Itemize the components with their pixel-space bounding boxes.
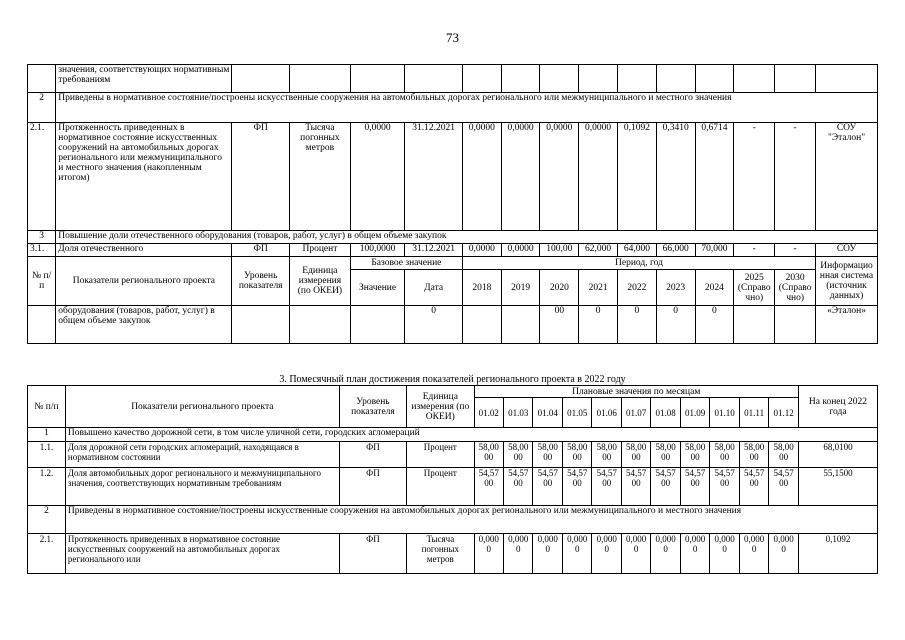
value-2020: 0,0000 xyxy=(540,123,579,231)
month-header: 01.10 xyxy=(710,398,739,428)
month-header: 01.04 xyxy=(533,398,562,428)
row-name: значения, соответствующих нормативным требованиям xyxy=(56,65,232,93)
month-value: 0,0000 xyxy=(474,534,503,574)
header-plan: Плановые значения по месяцам xyxy=(474,386,798,398)
unit-cell: Процент xyxy=(407,442,474,468)
month-value: 54,5700 xyxy=(769,468,799,506)
table-row xyxy=(28,123,878,231)
header-info: Информационная система (источник данных) xyxy=(816,257,878,306)
month-value: 58,0000 xyxy=(533,442,562,468)
month-value: 54,5700 xyxy=(680,468,709,506)
value-2023: 66,000 xyxy=(656,244,695,257)
section-number: 2 xyxy=(28,506,66,534)
month-value: 58,0000 xyxy=(710,442,739,468)
table-row xyxy=(28,468,878,506)
row-name: Доля дорожной сети городских агломераций, находящаяся в нормативном состоянии xyxy=(65,442,339,468)
value-2021: 0,0000 xyxy=(579,123,618,231)
month-header: 01.09 xyxy=(680,398,709,428)
value-2022: 0 xyxy=(618,306,657,344)
month-value: 54,5700 xyxy=(474,468,503,506)
level-cell: ФП xyxy=(339,534,406,574)
month-header: 01.07 xyxy=(621,398,650,428)
header-2020: 2020 xyxy=(540,270,579,306)
month-value: 58,0000 xyxy=(680,442,709,468)
month-value: 58,0000 xyxy=(651,442,680,468)
header-unit: Единица измерения (по ОКЕИ) xyxy=(407,386,474,428)
section-title: Приведены в нормативное состояние/построены искусственные сооружения на автомобильных дорогах регионального или межмуниципального и местного значения xyxy=(65,506,877,534)
month-value: 54,5700 xyxy=(592,468,621,506)
month-header: 01.05 xyxy=(562,398,591,428)
header-level: Уровень показателя xyxy=(339,386,406,428)
value-2022: 0,1092 xyxy=(618,123,657,231)
month-value: 0,0000 xyxy=(592,534,621,574)
header-base-value: Значение xyxy=(350,270,405,306)
value-2024: 70,000 xyxy=(695,244,734,257)
header-base-date: Дата xyxy=(405,270,463,306)
month-value: 0,0000 xyxy=(651,534,680,574)
base-value-cell: 100,0000 xyxy=(350,244,405,257)
value-2022: 64,000 xyxy=(618,244,657,257)
unit-cell: Тысяча погонных метров xyxy=(407,534,474,574)
header-2022: 2022 xyxy=(618,270,657,306)
unit-cell: Тысяча погонных метров xyxy=(290,123,351,231)
header-row xyxy=(28,386,878,398)
month-value: 0,0000 xyxy=(533,534,562,574)
value-2018: 0,0000 xyxy=(462,123,501,231)
month-header: 01.03 xyxy=(504,398,533,428)
table-row xyxy=(28,65,878,93)
end-value: 55,1500 xyxy=(798,468,877,506)
value-2030: - xyxy=(775,244,816,257)
month-header: 01.06 xyxy=(592,398,621,428)
level-cell: ФП xyxy=(232,123,290,231)
section-title: Приведены в нормативное состояние/построены искусственные сооружения на автомобильных дорогах регионального или межмуниципального и местного значения xyxy=(56,93,878,123)
month-value: 54,5700 xyxy=(562,468,591,506)
header-base-group: Базовое значение xyxy=(350,257,462,270)
value-2030: - xyxy=(775,123,816,231)
value-2023: 0 xyxy=(656,306,695,344)
header-2023: 2023 xyxy=(656,270,695,306)
month-value: 54,5700 xyxy=(710,468,739,506)
value-2020: 100,00 xyxy=(540,244,579,257)
info-source-cell: СОУ "Эталон" xyxy=(816,123,878,231)
section-row xyxy=(28,506,878,534)
section-row xyxy=(28,93,878,123)
row-number: 2.1. xyxy=(28,534,66,574)
header-2024: 2024 xyxy=(695,270,734,306)
value-2025: - xyxy=(734,123,775,231)
row-name: оборудования (товаров, работ, услуг) в общем объеме закупок xyxy=(56,306,232,344)
unit-cell: Процент xyxy=(407,468,474,506)
row-number: 3.1. xyxy=(28,244,56,257)
month-header: 01.12 xyxy=(769,398,799,428)
month-header: 01.02 xyxy=(474,398,503,428)
section-title: Повышено качество дорожной сети, в том числе уличной сети, городских агломераций xyxy=(65,428,877,442)
header-num: № п/п xyxy=(28,257,56,306)
row-name: Доля автомобильных дорог регионального и межмуниципального значения, соответствующих нормативным требованиям xyxy=(65,468,339,506)
row-name: Протяженность приведенных в нормативное состояние искусственных сооружений на автомобильных дорогах регионального или xyxy=(65,534,339,574)
month-value: 54,5700 xyxy=(621,468,650,506)
value-2021: 0 xyxy=(579,306,618,344)
header-end: На конец 2022 года xyxy=(798,386,877,428)
base-value-cell: 0,0000 xyxy=(350,123,405,231)
row-name: Доля отечественного xyxy=(56,244,232,257)
header-2019: 2019 xyxy=(501,270,540,306)
month-value: 54,5700 xyxy=(651,468,680,506)
value-2020: 00 xyxy=(540,306,579,344)
monthly-plan-title: 3. Помесячный план достижения показателей регионального проекта в 2022 году xyxy=(279,374,626,385)
table-row xyxy=(28,306,878,344)
header-period: Период, год xyxy=(462,257,815,270)
header-2025: 2025 (Справочно) xyxy=(734,270,775,306)
section-title: Повышение доли отечественного оборудования (товаров, работ, услуг) в общем объеме закупок xyxy=(56,231,878,244)
table-row xyxy=(28,534,878,574)
row-number: 1.2. xyxy=(28,468,66,506)
info-source-cell: «Эталон» xyxy=(816,306,878,344)
header-name: Показатели регионального проекта xyxy=(56,257,232,306)
month-value: 0,0000 xyxy=(710,534,739,574)
header-level: Уровень показателя xyxy=(232,257,290,306)
month-value: 58,0000 xyxy=(504,442,533,468)
monthly-plan-table xyxy=(27,385,878,574)
month-value: 58,0000 xyxy=(739,442,768,468)
level-cell: ФП xyxy=(232,244,290,257)
row-number: 1.1. xyxy=(28,442,66,468)
table-row xyxy=(28,442,878,468)
indicators-table xyxy=(27,64,878,344)
end-value: 0,1092 xyxy=(798,534,877,574)
value-2019: 0,0000 xyxy=(501,123,540,231)
end-value: 68,0100 xyxy=(798,442,877,468)
value-2023: 0,3410 xyxy=(656,123,695,231)
month-header: 01.08 xyxy=(651,398,680,428)
month-value: 0,0000 xyxy=(739,534,768,574)
header-2021: 2021 xyxy=(579,270,618,306)
level-cell: ФП xyxy=(339,442,406,468)
month-value: 0,0000 xyxy=(504,534,533,574)
table-row xyxy=(28,244,878,257)
section-number: 2 xyxy=(28,93,56,123)
level-cell: ФП xyxy=(339,468,406,506)
header-2030: 2030 (Справочно) xyxy=(775,270,816,306)
base-date-cell: 31.12.2021 xyxy=(405,244,463,257)
month-value: 58,0000 xyxy=(621,442,650,468)
header-num: № п/п xyxy=(28,386,66,428)
value-2024: 0,6714 xyxy=(695,123,734,231)
month-value: 58,0000 xyxy=(474,442,503,468)
section-number: 1 xyxy=(28,428,66,442)
header-name: Показатели регионального проекта xyxy=(65,386,339,428)
month-value: 54,5700 xyxy=(504,468,533,506)
value-2024: 0 xyxy=(695,306,734,344)
info-source-cell: СОУ xyxy=(816,244,878,257)
row-name: Протяженность приведенных в нормативное состояние искусственных сооружений на автомобильных дорогах регионального или межмуниципального и местного значения (накопленным итогом) xyxy=(56,123,232,231)
section-number: 3 xyxy=(28,231,56,244)
month-value: 54,5700 xyxy=(533,468,562,506)
month-value: 0,0000 xyxy=(621,534,650,574)
unit-cell: Процент xyxy=(290,244,351,257)
section-row xyxy=(28,428,878,442)
row-number: 2.1. xyxy=(28,123,56,231)
base-date-cell: 0 xyxy=(405,306,463,344)
month-header: 01.11 xyxy=(739,398,768,428)
value-2019: 0,0000 xyxy=(501,244,540,257)
header-row xyxy=(28,257,878,270)
header-unit: Единица измерения (по ОКЕИ) xyxy=(290,257,351,306)
month-value: 58,0000 xyxy=(769,442,799,468)
base-date-cell: 31.12.2021 xyxy=(405,123,463,231)
month-value: 54,5700 xyxy=(739,468,768,506)
value-2021: 62,000 xyxy=(579,244,618,257)
month-value: 0,0000 xyxy=(680,534,709,574)
month-value: 0,0000 xyxy=(769,534,799,574)
value-2018: 0,0000 xyxy=(462,244,501,257)
month-value: 58,0000 xyxy=(592,442,621,468)
header-2018: 2018 xyxy=(462,270,501,306)
page-number: 73 xyxy=(446,30,459,45)
month-value: 0,0000 xyxy=(562,534,591,574)
value-2025: - xyxy=(734,244,775,257)
section-row xyxy=(28,231,878,244)
month-value: 58,0000 xyxy=(562,442,591,468)
